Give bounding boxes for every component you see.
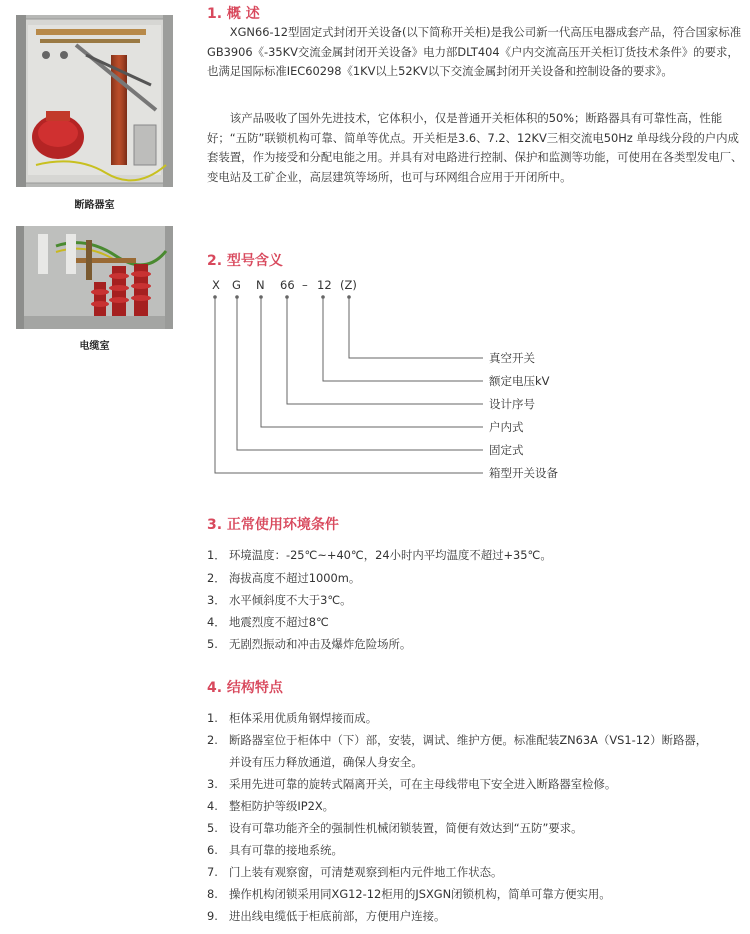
- list-item: 1． 环境温度：-25℃~+40℃，24小时内平均温度不超过+35℃。: [207, 548, 552, 562]
- list-item: 1. 柜体采用优质角钢焊接而成。: [207, 711, 378, 725]
- model-label-vacuum-switch: 真空开关: [489, 351, 535, 365]
- list-item: 3． 水平倾斜度不大于3℃。: [207, 593, 352, 607]
- model-code-66: 66: [280, 278, 295, 292]
- list-item: 4. 整柜防护等级IP2X。: [207, 799, 335, 813]
- list-item: 2． 海拔高度不超过1000m。: [207, 571, 361, 585]
- section-environment-title: 3. 正常使用环境条件: [207, 517, 339, 533]
- model-code-g: G: [232, 278, 241, 292]
- list-item: 2. 断路器室位于柜体中（下）部，安装，调试、维护方便。标准配装ZN63A（VS1-12）断路器，: [207, 733, 708, 747]
- model-label-fixed: 固定式: [489, 443, 524, 457]
- breaker-room-caption: 断路器室: [74, 200, 115, 211]
- list-item: 3. 采用先进可靠的旋转式隔离开关，可在主母线带电下安全进入断路器室检修。: [207, 777, 617, 791]
- list-item: 8. 操作机构闭锁采用同XG12-12柜用的JSXGN闭锁机构，简单可靠方便实用。: [207, 887, 611, 901]
- list-item: 4． 地震烈度不超过8℃: [207, 615, 329, 629]
- list-item-continuation: 并设有压力释放通道，确保人身安全。: [229, 755, 423, 769]
- list-item: 5. 无剧烈振动和冲击及爆炸危险场所。: [207, 637, 412, 651]
- list-item: 5. 设有可靠功能齐全的强制性机械闭锁装置，简便有效达到“五防”要求。: [207, 821, 583, 835]
- model-code-12: 12: [317, 278, 332, 292]
- section-overview-title: 1. 概 述: [207, 6, 260, 22]
- model-label-box-switchgear: 箱型开关设备: [489, 466, 558, 480]
- section-structure-title: 4. 结构特点: [207, 680, 283, 696]
- list-item: 7. 门上装有观察窗，可清楚观察到柜内元件地工作状态。: [207, 865, 503, 879]
- model-code-dash: –: [302, 278, 308, 292]
- model-code-x: X: [212, 278, 220, 292]
- model-label-rated-voltage: 额定电压kV: [489, 374, 550, 388]
- model-label-indoor: 户内式: [489, 420, 524, 434]
- overview-paragraph-2: 该产品吸收了国外先进技术，它体积小，仅是普通开关柜体积的50%；断路器具有可靠性高，性能好；“五防”联锁机构可靠、简单等优点。开关柜是3.6、7.2、12KV三相交流电50Hz 单母线分段的户内成套装置，作为接受和分配电能之用。并具有对电路进行控制、保护和监测等功能，可使用在各类型发电厂、变电站及工矿企业，高层建筑等场所，也可与环网组合应用于开闭所中。: [207, 111, 743, 184]
- model-code-z: (Z): [340, 278, 357, 292]
- list-item: 6. 具有可靠的接地系统。: [207, 843, 343, 857]
- overview-paragraph-1: XGN66-12型固定式封闭开关设备(以下简称开关柜)是我公司新一代高压电器成套产品，符合国家标准GB3906《-35KV交流金属封闭开关设备》电力部DLT404《户内交流高压开关柜订货技术条件》的要求，也满足国际标准IEC60298《1KV以上52KV以下交流金属封闭开关设备和控制设备的要求》。: [207, 25, 742, 78]
- section-model-title: 2. 型号含义: [207, 253, 283, 269]
- model-label-design-serial: 设计序号: [489, 397, 535, 411]
- list-item: 9. 进出线电缆低于柜底前部，方便用户连接。: [207, 909, 446, 923]
- cable-room-caption: 电缆室: [79, 341, 110, 352]
- model-code-n: N: [256, 278, 265, 292]
